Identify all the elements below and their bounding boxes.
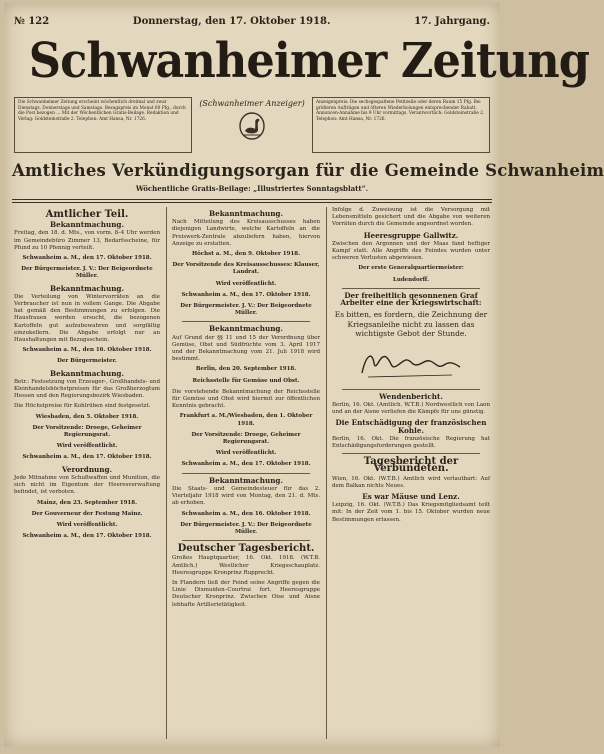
notice-heading: Bekanntmachung.: [50, 220, 124, 230]
column-1: [14, 207, 160, 741]
notice-text: Die Höchstpreise für Kohlrüben sind festgesetzt.: [14, 403, 151, 410]
notice-signature: Der Bürgermeister. J. V.: Der Beigeordnete Müller.: [21, 266, 153, 280]
appeal-heading: Der freiheitlich gesonnenen Graf Arbeiter eine der Kriegswirtschaft:: [340, 290, 482, 308]
notice-published: Wird veröffentlicht.: [56, 521, 118, 528]
subscription-notice: Die Schwanheimer Zeitung erscheint wöchentlich dreimal und zwar Dienstags, Donnerstags und Samstags. Bezugspreis im Monat 60 Pfg., durch die Post bezogen … Mit der Wöchentlichen Gratis-Beilage. Redaktion und Verlag: Goldsteinstraße 2. Telephon: Amt Hansa, Nr. 1726.: [14, 97, 192, 153]
notice-place-date: Berlin, den 20. September 1918.: [195, 366, 297, 373]
notice-signature: Der Vorsitzende: Droege, Geheimer Regierungsrat.: [191, 431, 301, 446]
notice-signature: Reichsstelle für Gemüse und Obst.: [192, 377, 300, 384]
notice-place-date: Schwanheim a. M., den 17. Oktober 1918.: [181, 291, 311, 298]
issue-date: Donnerstag, den 17. Oktober 1918.: [132, 16, 331, 27]
allies-report-heading: Tagesbericht der Verbündeten.: [363, 456, 459, 475]
war-report-heading: Deutscher Tagesbericht.: [177, 543, 315, 555]
report-heading: Heeresgruppe Gallwitz.: [363, 230, 459, 240]
notice-signature: Der Vorsitzende des Kreisausschusses: Klauser, Landrat.: [172, 262, 320, 276]
report-text: Zwischen den Argonnen und der Maas fand heftiger Kampf statt. Alle Angriffe des Feindes wurden unter schweren Verlusten abgewiesen.: [332, 240, 490, 262]
supplement-line: Wöchentliche Gratis-Beilage: „Illustriertes Sonntagsblatt“.: [135, 184, 369, 193]
war-report-text: Großes Hauptquartier, 16. Okt. 1918. (W.T.B. Amtlich.) Westlicher Kriegsschauplatz. Heeresgruppe Kronprinz Rupprecht.: [172, 555, 320, 576]
report-text: Berlin, 16. Okt. (Amtlich. W.T.B.) Nordwestlich von Laon und an der Aisne verliefen die Kämpfe für uns günstig.: [332, 401, 490, 416]
header-rule: [12, 199, 492, 200]
notice-signature: Der Bürgermeister.: [57, 358, 117, 365]
report-heading: Wendenbericht.: [379, 391, 443, 401]
report-signature-title: Der erste Generalquartiermeister:: [358, 265, 464, 272]
volume-label: 17. Jahrgang.: [414, 16, 490, 27]
issue-line: [14, 11, 490, 27]
signature-icon: [332, 343, 490, 385]
handwritten-signature: [332, 343, 490, 385]
newspaper-title: Schwanheimer Zeitung: [28, 33, 590, 89]
issue-number: № 122: [14, 16, 50, 27]
notice-heading: Verordnung.: [61, 464, 113, 474]
notice-published: Wird veröffentlicht.: [215, 280, 277, 287]
notice-place-date: Schwanheim a. M., den 16. Oktober 1918.: [181, 510, 311, 517]
notice-place-date: Schwanheim a. M., den 17. Oktober 1918.: [181, 461, 311, 468]
advertising-notice: Anzeigenpreis: Die sechsgespaltene Petitzeile oder deren Raum 15 Pfg. Bei größeren Aufträgen und öfteren Wiederholungen entsprechender Rabatt. Annoncen-Annahme bis 9 Uhr vormittags. Verantwortlich: Goldsteinstraße 2. Telephon: Amt Hansa, Nr. 1726.: [312, 97, 490, 153]
report-heading: Es war Mäuse und Lenz.: [362, 491, 460, 501]
divider: [342, 288, 480, 289]
notice-text: Betr.: Festsetzung von Erzeuger-, Großhandels- und Kleinhandelshöchstpreisen für das Großherzogtum Hessen und den Regierungsbezirk Wiesbaden.: [14, 378, 160, 400]
notice-heading: Bekanntmachung.: [209, 324, 283, 334]
notice-place-date: Schwanheim a. M., den 17. Oktober 1918.: [22, 454, 152, 461]
notice-place-date: Schwanheim a. M., den 16. Oktober 1918.: [22, 347, 152, 354]
notice-place-date: Schwanheim a. M., den 17. Oktober 1918.: [22, 533, 152, 540]
notice-text: Auf Grund der §§ 11 und 15 der Verordnung über Gemüse, Obst und Südfrüchte vom 3. April 1917 und der Bekanntmachung vom 21. Juli 1918 wird bestimmt.: [172, 334, 320, 363]
masthead-center: [192, 97, 312, 145]
divider: [182, 540, 310, 541]
section-heading: Amtlicher Teil.: [45, 209, 129, 220]
report-text: Berlin, 16. Okt. Die französische Regierung hat Entschädigungsforderungen gestellt.: [332, 435, 490, 449]
masthead-sub-row: [14, 97, 490, 159]
notice-heading: Bekanntmachung.: [50, 283, 124, 293]
notice-text: Freitag, den 18. d. Mts., von vorm. 8–4 Uhr werden im Gemeindebüro Zimmer 13, Bedarfsscheine, für Pfund zu 10 Pfennig verteilt.: [14, 230, 160, 251]
notice-published: Wird veröffentlicht.: [215, 450, 277, 457]
header-rule-thin: [12, 202, 492, 203]
notice-text: Die Verteilung von Wintervorräten an die Verbraucher ist nun in vollem Gange. Die Abgabe hat gemäß den Bestimmungen zu erfolgen. Die Hausfrauen werden ersucht, die bezogenen Kartoffeln gut aufzubewahren und sorgfältig einzukellern. Die Abgabe erfolgt nur an Haushaltungen mit Bezugsschein.: [14, 293, 160, 344]
divider: [182, 473, 310, 474]
column-3: [332, 207, 490, 741]
official-headline: Amtliches Verkündigungsorgan für die Gemeinde Schwanheim: [12, 161, 604, 180]
report-text: Infolge d. Zuweisung ist die Versorgung mit Lebensmitteln gesichert und die Abgabe von weiteren Vorräten durch die Gemeinde angeordnet worden.: [332, 207, 490, 228]
notice-heading: Bekanntmachung.: [50, 368, 124, 378]
column-2: [172, 207, 320, 741]
notice-text: Die vorstehende Bekanntmachung der Reichsstelle für Gemüse und Obst wird hiermit zur öffentlichen Kenntnis gebracht.: [172, 388, 320, 410]
notice-text: Jede Mitnahme von Schußwaffen und Munition, die sich nicht im Eigentum der Heeresverwaltung befindet, ist verboten.: [14, 474, 160, 496]
report-text: Wien, 16. Okt. (W.T.B.) Amtlich wird verlautbart: Auf dem Balkan nichts Neues.: [332, 475, 490, 489]
notice-signature: Der Bürgermeister. J. V.: Der Beigeordnete Müller.: [180, 521, 312, 535]
divider: [182, 321, 310, 322]
newspaper-page: [4, 3, 604, 747]
notice-heading: Bekanntmachung.: [209, 475, 283, 485]
divider: [342, 453, 480, 454]
notice-text: Die Staats- und Gemeindesteuer für das 2. Vierteljahr 1918 wird von Montag, den 21. d. Mts. ab erhoben.: [172, 485, 320, 507]
report-signature: Ludendorff.: [392, 276, 430, 283]
notice-place-date: Wiesbaden, den 5. Oktober 1918.: [35, 413, 139, 420]
swan-emblem-icon: [235, 111, 269, 141]
report-text: Leipzig, 16. Okt. (W.T.B.) Das Kriegsmitgliedsamt teilt mit: In der Zeit vom 1. bis 15. Oktober wurden neue Bestimmungen erlassen.: [332, 502, 490, 523]
notice-signature: Der Bürgermeister. J. V.: Der Beigeordnete Müller.: [180, 303, 312, 317]
notice-place-date: Frankfurt a. M./Wiesbaden, den 1. Oktober 1918.: [179, 413, 313, 427]
notice-text: Nach Mitteilung des Kreisausschusses haben diejenigen Landwirte, welche Kartoffeln an die Preiswerk-Zentrale abzuliefern haben, hiervon Anzeige zu erstatten.: [172, 219, 320, 247]
divider: [342, 389, 480, 390]
notice-place-date: Mainz, den 23. September 1918.: [37, 499, 137, 506]
notice-place-date: Höchst a. M., den 9. Oktober 1918.: [191, 251, 301, 258]
column-divider: [326, 207, 327, 739]
war-loan-appeal: Es bitten, es fordern, die Zeichnung der Kriegsanleihe nicht zu lassen das wichtigste Gebot der Stunde.: [334, 310, 488, 339]
notice-heading: Bekanntmachung.: [209, 209, 283, 218]
masthead: [12, 29, 590, 93]
notice-signature: Der Vorsitzende: Droege, Geheimer Regierungsrat.: [32, 424, 142, 439]
notice-place-date: Schwanheim a. M., den 17. Oktober 1918.: [22, 255, 152, 262]
notice-published: Wird veröffentlicht.: [56, 443, 118, 450]
column-divider: [166, 207, 167, 739]
notice-signature: Der Gouverneur der Festung Mainz.: [31, 510, 143, 517]
war-report-text: In Flandern ließ der Feind seine Angriffe gegen die Linie Dixmuiden–Courtrai fort. Heeresgruppe Deutscher Kronprinz. Zwischen Oise und Aisne lebhafte Artillerietätigkeit.: [172, 579, 320, 608]
newspaper-subtitle: (Schwanheimer Anzeiger): [199, 99, 305, 108]
report-heading: Die Entschädigung der französischen Kohle.: [335, 418, 487, 435]
